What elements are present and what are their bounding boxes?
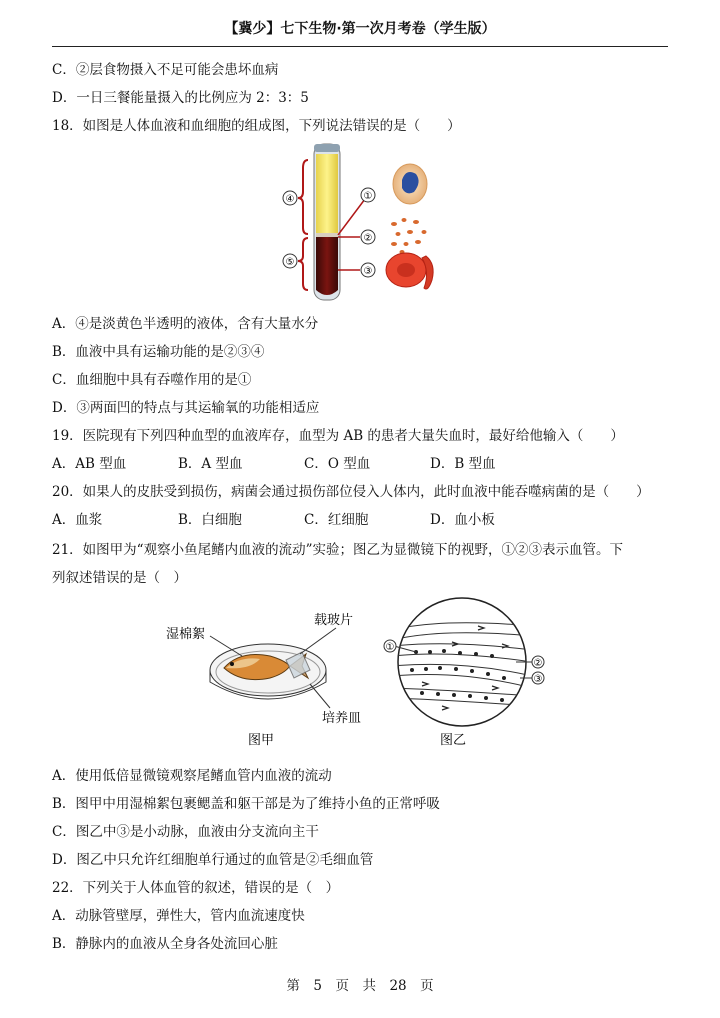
q20-option-d: D．血小板 <box>430 512 495 528</box>
q21-option-a: A．使用低倍显微镜观察尾鳍血管内血液的流动 <box>52 768 332 784</box>
q18-option-a: A．④是淡黄色半透明的液体，含有大量水分 <box>52 316 319 332</box>
microscope-view-figure <box>382 596 552 754</box>
blood-composition-figure <box>278 140 448 305</box>
label-wet-cotton: 湿棉絮 <box>166 627 206 642</box>
page-footer: 第 5 页 共 28 页 <box>286 978 434 994</box>
q21-option-c: C．图乙中③是小动脉，血液由分支流向主干 <box>52 824 319 840</box>
label-cover-slide: 载玻片 <box>314 613 354 628</box>
q17-option-d: D．一日三餐能量摄入的比例应为 2：3：5 <box>52 90 309 106</box>
caption-figure-a: 图甲 <box>248 733 275 748</box>
q19-stem: 19．医院现有下列四种血型的血液库存，血型为 AB 的患者大量失血时，最好给他输入（ ） <box>52 428 624 444</box>
q21-option-d: D．图乙中只允许红细胞单行通过的血管是②毛细血管 <box>52 852 374 868</box>
page-header: 【冀少】七下生物·第一次月考卷（学生版） <box>224 21 496 37</box>
q20-stem: 20．如果人的皮肤受到损伤，病菌会通过损伤部位侵入人体内，此时血液中能吞噬病菌的是（ ） <box>52 484 650 500</box>
q21-option-b: B．图甲中用湿棉絮包裹鳃盖和躯干部是为了维持小鱼的正常呼吸 <box>52 796 440 812</box>
q22-option-b: B．静脉内的血液从全身各处流回心脏 <box>52 936 278 952</box>
q19-options <box>52 452 496 472</box>
q20-option-b: B．白细胞 <box>178 512 242 528</box>
figure-label-5: ⑤ <box>285 257 295 268</box>
q19-option-a: A．AB 型血 <box>52 456 127 472</box>
q18-stem: 18．如图是人体血液和血细胞的组成图，下列说法错误的是（ ） <box>52 118 461 134</box>
field-label-3: ③ <box>533 674 543 685</box>
field-label-2: ② <box>533 658 543 669</box>
q22-option-a: A．动脉管壁厚，弹性大，管内血流速度快 <box>52 908 305 924</box>
q19-option-d: D．B 型血 <box>430 456 496 472</box>
figure-label-1: ① <box>363 191 373 202</box>
q20-options <box>52 508 495 528</box>
q20-option-a: A．血浆 <box>52 512 103 528</box>
label-petri-dish: 培养皿 <box>322 711 362 726</box>
q20-option-c: C．红细胞 <box>304 512 369 528</box>
field-label-1: ① <box>385 642 395 653</box>
q17-option-c: C．②层食物摄入不足可能会患坏血病 <box>52 62 279 78</box>
q18-option-b: B．血液中具有运输功能的是②③④ <box>52 344 265 360</box>
q18-option-c: C．血细胞中具有吞噬作用的是① <box>52 372 252 388</box>
q21-stem-line1: 21．如图甲为“观察小鱼尾鳍内血液的流动”实验；图乙为显微镜下的视野，①②③表示血管。下 <box>52 542 623 558</box>
caption-figure-b: 图乙 <box>440 733 467 748</box>
q22-stem: 22．下列关于人体血管的叙述，错误的是（ ） <box>52 880 340 896</box>
fish-experiment-figure <box>160 604 380 754</box>
figure-label-2: ② <box>363 233 373 244</box>
header-rule <box>52 46 668 47</box>
q21-stem-line2: 列叙述错误的是（ ） <box>52 570 187 586</box>
figure-label-4: ④ <box>285 194 295 205</box>
q19-option-b: B．A 型血 <box>178 456 243 472</box>
figure-label-3: ③ <box>363 266 373 277</box>
q18-option-d: D．③两面凹的特点与其运输氧的功能相适应 <box>52 400 320 416</box>
q19-option-c: C．O 型血 <box>304 456 371 472</box>
